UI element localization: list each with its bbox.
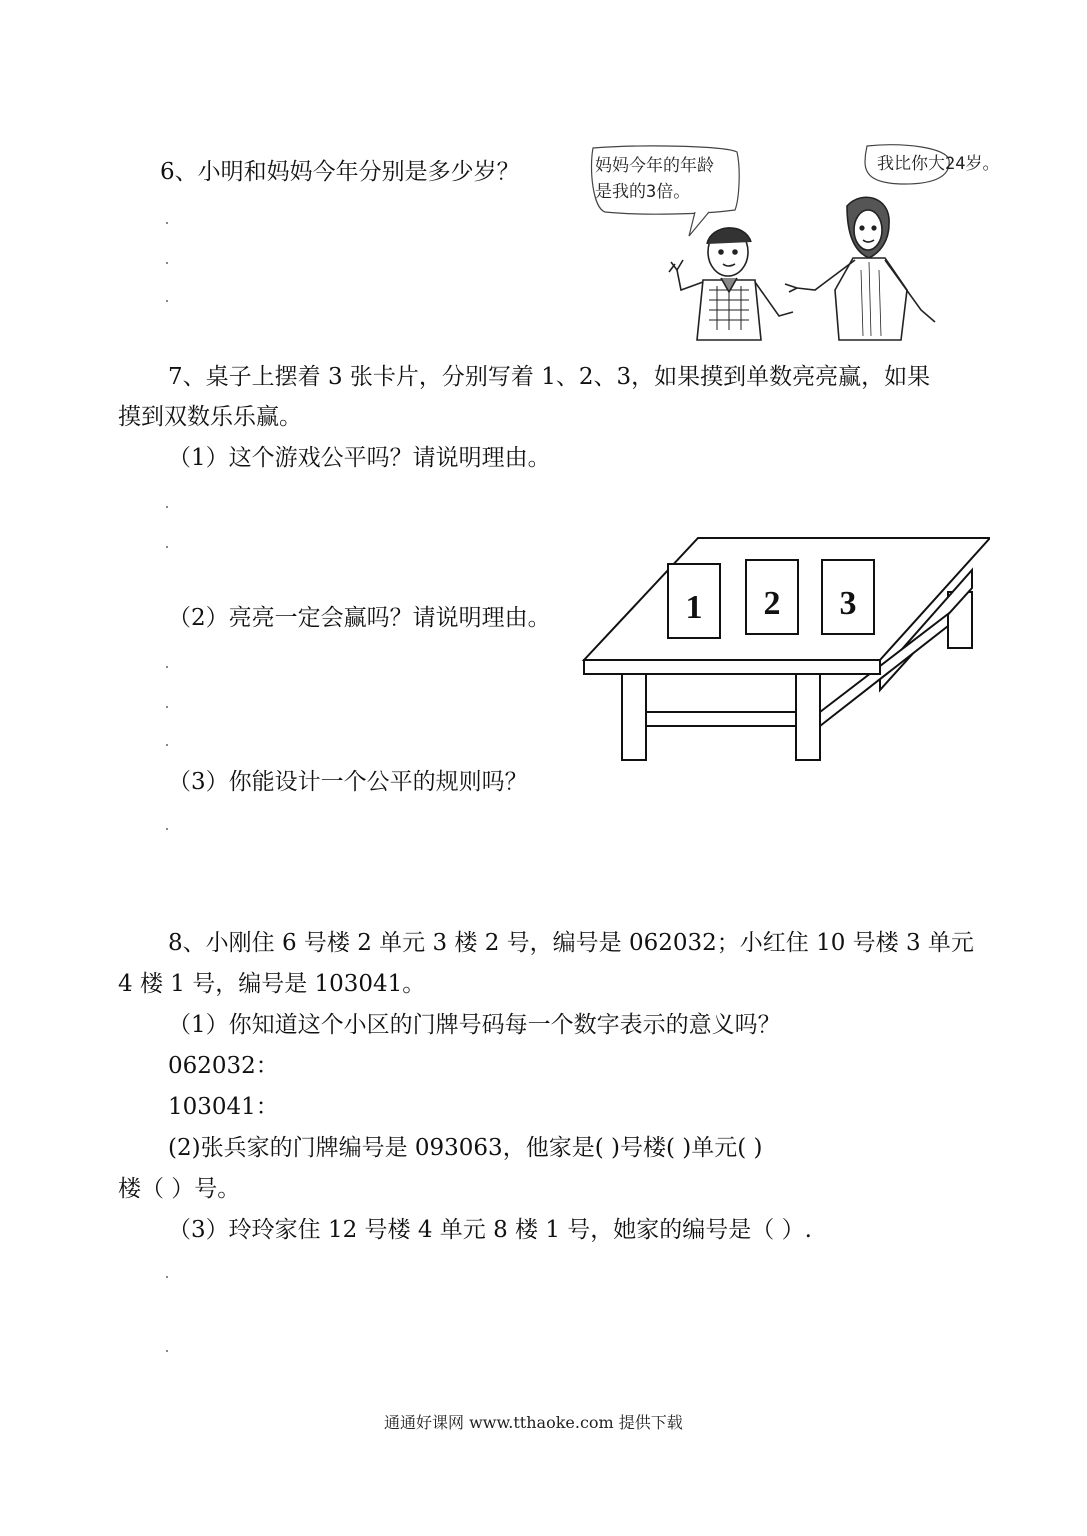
- q6-question: 6、小明和妈妈今年分别是多少岁？: [160, 159, 520, 185]
- table-with-cards-illustration: [580, 530, 990, 765]
- q8-code2: 103041：: [168, 1094, 279, 1120]
- q7-sub1: （1）这个游戏公平吗？请说明理由。: [168, 445, 551, 471]
- q8-sub2-line2: 楼（ ）号。: [118, 1176, 241, 1202]
- answer-space-dot: [166, 506, 168, 508]
- answer-space-dot: [166, 828, 168, 830]
- q8-sub3: （3）玲玲家住 12 号楼 4 单元 8 楼 1 号，她家的编号是（ ）.: [168, 1217, 812, 1243]
- q7-question-line2: 摸到双数乐乐赢。: [118, 404, 302, 430]
- answer-space-dot: [166, 706, 168, 708]
- q7-sub2: （2）亮亮一定会赢吗？请说明理由。: [168, 605, 551, 631]
- card-2: 2: [763, 585, 781, 622]
- q8-question-line2: 4 楼 1 号，编号是 103041。: [118, 971, 426, 997]
- q6-illustration: [585, 140, 1000, 350]
- q8-code1: 062032：: [168, 1053, 279, 1079]
- q8-sub2-line1: (2)张兵家的门牌编号是 093063，他家是( )号楼( )单元( ): [168, 1135, 763, 1161]
- mother-speech-bubble: 我比你大24岁。: [877, 154, 1000, 174]
- q8-sub1: （1）你知道这个小区的门牌号码每一个数字表示的意义吗？: [168, 1012, 781, 1038]
- child-speech-bubble-line2: 是我的3倍。: [595, 182, 691, 202]
- q7-question-line1: 7、桌子上摆着 3 张卡片，分别写着 1、2、3，如果摸到单数亮亮赢，如果: [168, 364, 931, 390]
- child-speech-bubble-line1: 妈妈今年的年龄: [595, 156, 714, 176]
- page-footer: 通通好课网 www.tthaoke.com 提供下载: [384, 1413, 683, 1432]
- answer-space-dot: [166, 300, 168, 302]
- answer-space-dot: [166, 1350, 168, 1352]
- answer-space-dot: [166, 1276, 168, 1278]
- answer-space-dot: [166, 262, 168, 264]
- answer-space-dot: [166, 546, 168, 548]
- q7-sub3: （3）你能设计一个公平的规则吗？: [168, 769, 528, 795]
- q8-question-line1: 8、小刚住 6 号楼 2 单元 3 楼 2 号，编号是 062032；小红住 10 号楼 3 单元: [168, 930, 974, 956]
- answer-space-dot: [166, 666, 168, 668]
- card-1: 1: [685, 589, 703, 626]
- card-3: 3: [839, 585, 857, 622]
- answer-space-dot: [166, 222, 168, 224]
- answer-space-dot: [166, 744, 168, 746]
